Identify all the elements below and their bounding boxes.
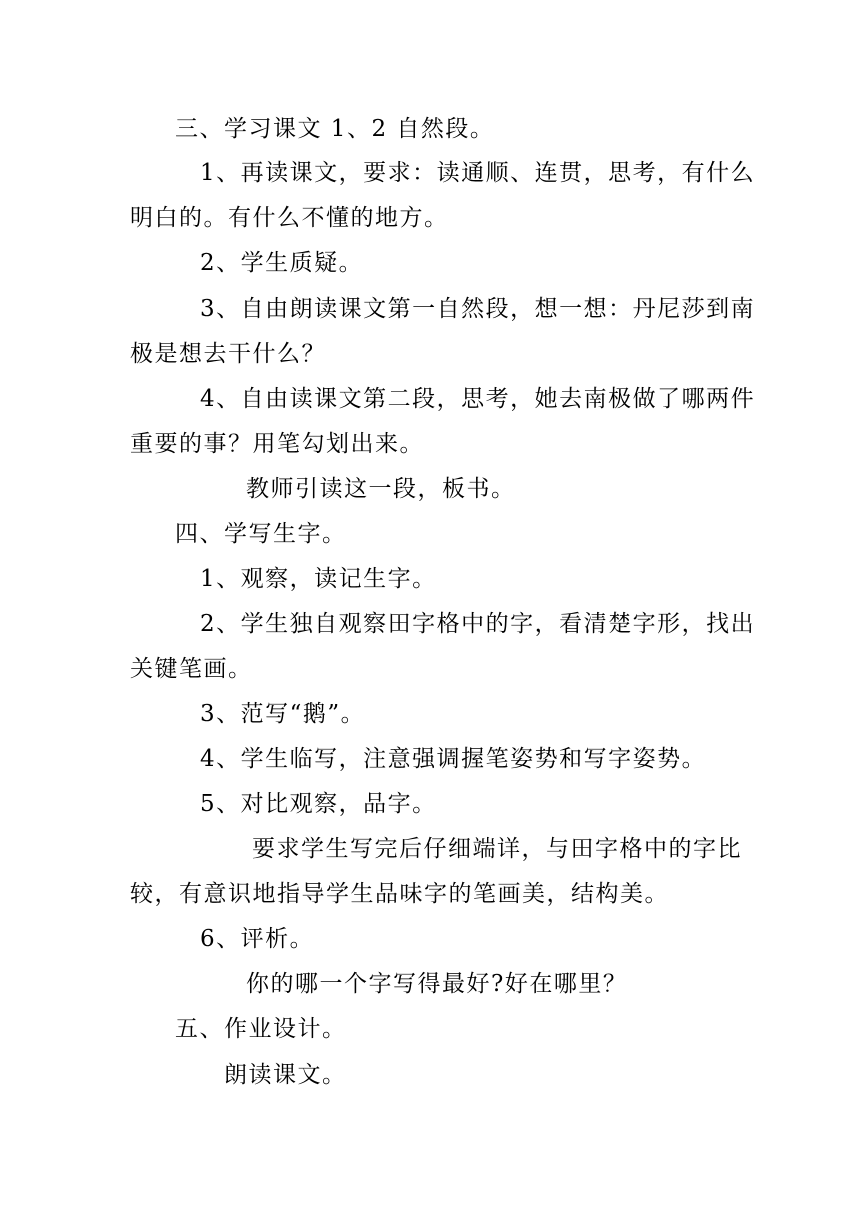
paragraph-line: 较，有意识地指导学生品味字的笔画美，结构美。 — [130, 881, 669, 907]
paragraph-line: 1、再读课文，要求：读通顺、连贯，思考，有什么 — [200, 160, 756, 186]
paragraph-line: 4、学生临写，注意强调握笔姿势和写字姿势。 — [200, 746, 707, 772]
paragraph-line: 你的哪一个字写得最好?好在哪里？ — [246, 971, 628, 997]
paragraph-line: 3、范写“鹅”。 — [200, 701, 366, 727]
paragraph-line: 朗读课文。 — [224, 1062, 347, 1088]
paragraph-line: 重要的事？用笔勾划出来。 — [130, 431, 424, 457]
paragraph-line: 教师引读这一段，板书。 — [246, 476, 516, 502]
section-heading-five: 五、作业设计。 — [175, 1016, 347, 1042]
paragraph-line: 关键笔画。 — [130, 656, 253, 682]
paragraph-line: 6、评析。 — [200, 926, 315, 952]
paragraph-line: 2、学生独自观察田字格中的字，看清楚字形，找出 — [200, 611, 756, 637]
paragraph-line: 要求学生写完后仔细端详，与田字格中的字比 — [252, 836, 742, 862]
paragraph-line: 极是想去干什么？ — [130, 341, 326, 367]
section-heading-four: 四、学写生字。 — [175, 521, 347, 547]
section-heading-three: 三、学习课文 1、2 自然段。 — [175, 116, 495, 142]
paragraph-line: 5、对比观察，品字。 — [200, 791, 437, 817]
paragraph-line: 明白的。有什么不懂的地方。 — [130, 205, 449, 231]
paragraph-line: 2、学生质疑。 — [200, 250, 364, 276]
paragraph-line: 3、自由朗读课文第一自然段，想一想：丹尼莎到南 — [200, 296, 756, 322]
paragraph-line: 1、观察，读记生字。 — [200, 566, 437, 592]
paragraph-line: 4、自由读课文第二段，思考，她去南极做了哪两件 — [200, 386, 756, 412]
